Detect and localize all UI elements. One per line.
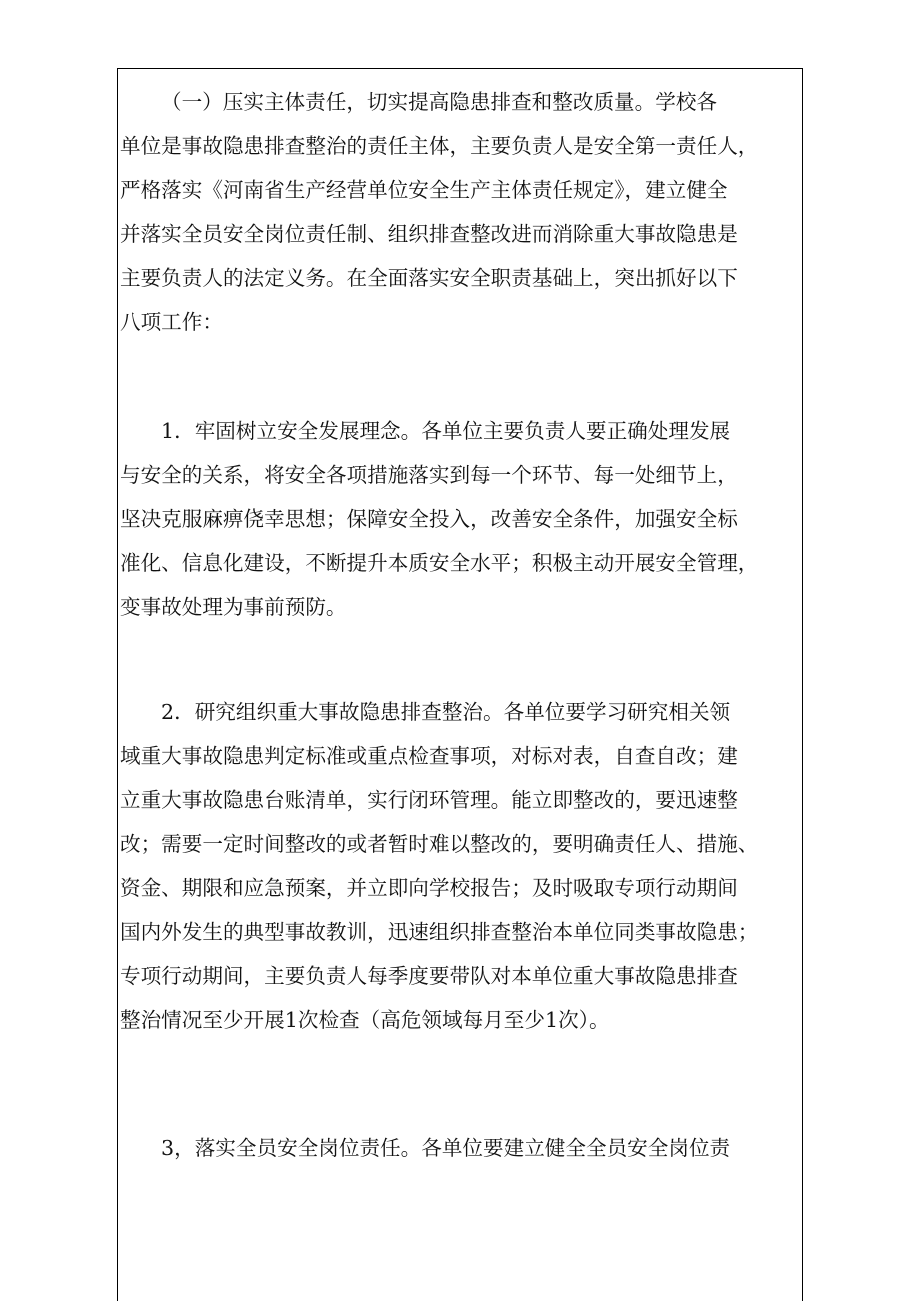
text-line: 国内外发生的典型事故教训，迅速组织排查整治本单位同类事故隐患； [120, 920, 759, 944]
text-line: 变事故处理为事前预防。 [120, 595, 347, 619]
text-line: 八项工作： [120, 310, 223, 334]
text-line: 并落实全员安全岗位责任制、组织排查整改进而消除重大事故隐患是 [120, 222, 738, 246]
text-line: 坚决克服麻痹侥幸思想；保障安全投入，改善安全条件，加强安全标 [120, 507, 738, 531]
text-line: 域重大事故隐患判定标准或重点检查事项，对标对表，自查自改；建 [120, 744, 738, 768]
text-line: 主要负责人的法定义务。在全面落实安全职责基础上，突出抓好以下 [120, 266, 738, 290]
text-line: 2．研究组织重大事故隐患排查整治。各单位要学习研究相关领 [161, 700, 731, 724]
text-line: 资金、期限和应急预案，并立即向学校报告；及时吸取专项行动期间 [120, 876, 738, 900]
text-line: （一）压实主体责任，切实提高隐患排查和整改质量。学校各 [161, 90, 718, 114]
text-line: 整治情况至少开展1次检查（高危领域每月至少1次）。 [120, 1008, 610, 1032]
paragraph-main-responsibility [120, 80, 802, 344]
text-line: 1．牢固树立安全发展理念。各单位主要负责人要正确处理发展 [161, 419, 731, 443]
text-line: 准化、信息化建设，不断提升本质安全水平；积极主动开展安全管理， [120, 551, 759, 575]
text-line: 与安全的关系，将安全各项措施落实到每一个环节、每一处细节上， [120, 463, 738, 487]
text-line: 单位是事故隐患排查整治的责任主体，主要负责人是安全第一责任人， [120, 134, 759, 158]
text-line: 3，落实全员安全岗位责任。各单位要建立健全全员安全岗位责 [161, 1136, 731, 1160]
text-line: 专项行动期间，主要负责人每季度要带队对本单位重大事故隐患排查 [120, 964, 738, 988]
paragraph-item-3 [120, 1126, 802, 1170]
text-line: 立重大事故隐患台账清单，实行闭环管理。能立即整改的，要迅速整 [120, 788, 738, 812]
paragraph-item-1 [120, 409, 802, 629]
text-line: 严格落实《河南省生产经营单位安全生产主体责任规定》，建立健全 [120, 178, 728, 202]
paragraph-item-2 [120, 690, 802, 1042]
text-line: 改；需要一定时间整改的或者暂时难以整改的，要明确责任人、措施、 [120, 832, 759, 856]
